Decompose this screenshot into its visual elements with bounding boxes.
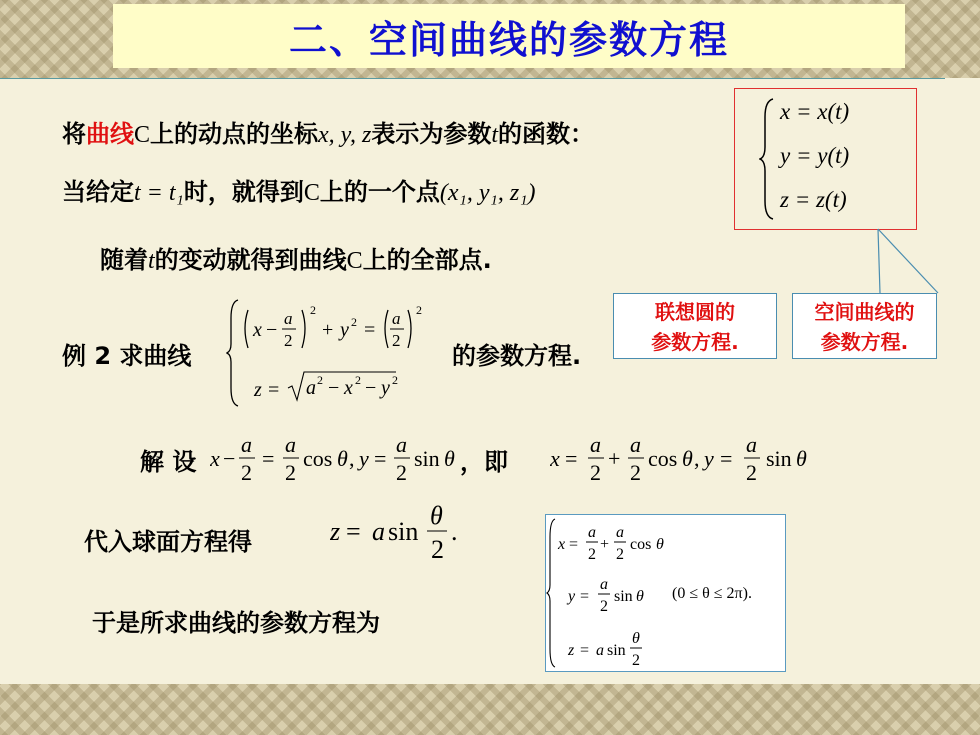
- svg-text:−: −: [266, 319, 278, 341]
- svg-text:2: 2: [285, 460, 296, 485]
- svg-text:,: ,: [349, 446, 355, 471]
- svg-text:=: =: [268, 379, 280, 401]
- svg-text:2: 2: [284, 331, 293, 350]
- svg-text:x: x: [550, 446, 560, 471]
- text: 当给定: [62, 178, 134, 206]
- slide-title: 二、空间曲线的参数方程: [288, 17, 729, 62]
- solution-line: [140, 442, 196, 477]
- svg-text:2: 2: [431, 535, 444, 564]
- svg-text:=: =: [569, 536, 579, 553]
- svg-text:−: −: [328, 377, 340, 399]
- svg-text:a: a: [285, 432, 296, 457]
- callout-circle-parametric: [613, 293, 777, 359]
- svg-text:2: 2: [392, 331, 401, 350]
- svg-text:x: x: [210, 446, 220, 471]
- svg-text:2: 2: [392, 373, 398, 387]
- svg-text:cos: cos: [630, 536, 652, 553]
- parameter-symbol: t: [491, 122, 499, 148]
- svg-text:y: y: [704, 446, 714, 471]
- text: 上的一个点: [319, 178, 440, 206]
- svg-text:2: 2: [590, 460, 601, 485]
- system-row-x: x = x(t): [780, 99, 850, 124]
- svg-text:2: 2: [616, 546, 624, 563]
- svg-text:=: =: [565, 446, 578, 471]
- svg-text:.: .: [451, 517, 458, 546]
- svg-text:x: x: [344, 377, 353, 399]
- parameter-symbol: t: [148, 248, 155, 274]
- svg-text:sin: sin: [614, 588, 633, 605]
- result-equations-box: [545, 514, 786, 672]
- svg-text:a: a: [600, 576, 608, 593]
- svg-text:2: 2: [351, 315, 357, 329]
- svg-text:sin: sin: [607, 642, 626, 659]
- svg-text:−: −: [365, 377, 377, 399]
- svg-text:2: 2: [317, 373, 323, 387]
- parameter-value: t = t₁: [134, 180, 184, 206]
- svg-text:a: a: [630, 432, 641, 457]
- svg-text:y: y: [381, 377, 390, 399]
- svg-text:a: a: [241, 432, 252, 457]
- svg-text:a: a: [616, 524, 624, 541]
- svg-text:a: a: [588, 524, 596, 541]
- svg-text:y: y: [340, 319, 349, 341]
- svg-text:θ: θ: [430, 501, 443, 530]
- text: 表示为参数: [371, 120, 492, 148]
- svg-text:2: 2: [600, 598, 608, 615]
- svg-text:2: 2: [588, 546, 596, 563]
- svg-text:cos: cos: [648, 446, 678, 471]
- curve-symbol: C: [303, 180, 320, 206]
- example-equations: [226, 296, 448, 410]
- text: 时，就得到: [183, 178, 304, 206]
- text: 的函数：: [498, 120, 595, 148]
- svg-text:2: 2: [355, 373, 361, 387]
- svg-text:=: =: [262, 446, 275, 471]
- svg-text:a: a: [284, 309, 293, 328]
- curve-symbol: C: [346, 248, 363, 274]
- callout-line: 空间曲线的: [814, 300, 915, 324]
- svg-text:2: 2: [746, 460, 757, 485]
- text: 将: [62, 120, 86, 148]
- svg-text:a: a: [746, 432, 757, 457]
- svg-text:2: 2: [632, 652, 640, 669]
- theta-range: (0 ≤ θ ≤ 2π).: [672, 585, 752, 602]
- callout-space-curve-parametric: [792, 293, 937, 359]
- svg-text:+: +: [600, 536, 610, 553]
- svg-text:x: x: [253, 319, 262, 341]
- text: 随着: [100, 246, 148, 274]
- svg-text:+: +: [322, 319, 334, 341]
- svg-text:2: 2: [630, 460, 641, 485]
- svg-text:=: =: [580, 588, 590, 605]
- svg-text:z: z: [330, 517, 341, 546]
- svg-text:θ: θ: [636, 588, 644, 605]
- svg-text:cos: cos: [303, 446, 333, 471]
- callout-line: 参数方程.: [820, 330, 909, 354]
- text: 上的全部点.: [362, 246, 492, 274]
- text: 的变动就得到曲线: [154, 246, 347, 274]
- svg-text:=: =: [364, 319, 376, 341]
- svg-text:x: x: [558, 536, 566, 553]
- svg-text:=: =: [720, 446, 733, 471]
- solution-ji: ，即: [460, 448, 508, 476]
- point-coordinates: (x₁, y₁, z₁): [439, 180, 536, 206]
- svg-text:,: ,: [694, 446, 700, 471]
- svg-text:z: z: [254, 379, 262, 401]
- svg-text:a: a: [596, 642, 604, 659]
- svg-text:=: =: [580, 642, 590, 659]
- svg-text:θ: θ: [796, 446, 807, 471]
- example-label: 例 2 求曲线: [62, 342, 192, 370]
- svg-text:2: 2: [396, 460, 407, 485]
- svg-text:a: a: [396, 432, 407, 457]
- svg-text:θ: θ: [444, 446, 455, 471]
- callout-line: 参数方程.: [651, 330, 739, 354]
- svg-text:+: +: [608, 446, 621, 471]
- svg-text:y: y: [568, 588, 576, 605]
- svg-text:sin: sin: [388, 517, 419, 546]
- system-row-z: z = z(t): [780, 187, 847, 212]
- svg-text:sin: sin: [766, 446, 792, 471]
- svg-text:2: 2: [241, 460, 252, 485]
- coordinates-symbol: x, y, z: [318, 122, 372, 148]
- svg-text:−: −: [223, 446, 236, 471]
- svg-text:a: a: [392, 309, 401, 328]
- svg-text:y: y: [359, 446, 369, 471]
- curve-highlight: 曲线: [86, 120, 134, 148]
- text: 上的动点的坐标: [150, 120, 319, 148]
- svg-text:=: =: [346, 517, 361, 546]
- svg-text:θ: θ: [682, 446, 693, 471]
- svg-text:θ: θ: [632, 630, 640, 647]
- svg-text:z: z: [568, 642, 575, 659]
- solution-substitution-2: [550, 428, 830, 490]
- curve-symbol: C: [134, 122, 151, 148]
- svg-text:2: 2: [310, 303, 316, 317]
- svg-text:a: a: [590, 432, 601, 457]
- svg-text:a: a: [306, 377, 316, 399]
- svg-text:a: a: [372, 517, 385, 546]
- svg-text:θ: θ: [656, 536, 664, 553]
- svg-text:=: =: [374, 446, 387, 471]
- substitute-line: 代入球面方程得: [84, 528, 252, 556]
- svg-text:2: 2: [416, 303, 422, 317]
- text: 解 设: [140, 448, 197, 476]
- svg-text:sin: sin: [414, 446, 440, 471]
- system-row-y: y = y(t): [780, 143, 850, 168]
- z-equation: [330, 496, 470, 566]
- callout-line: 联想圆的: [655, 300, 735, 324]
- example-suffix: 的参数方程.: [452, 342, 582, 370]
- result-intro-line: 于是所求曲线的参数方程为: [92, 609, 380, 637]
- svg-text:θ: θ: [337, 446, 348, 471]
